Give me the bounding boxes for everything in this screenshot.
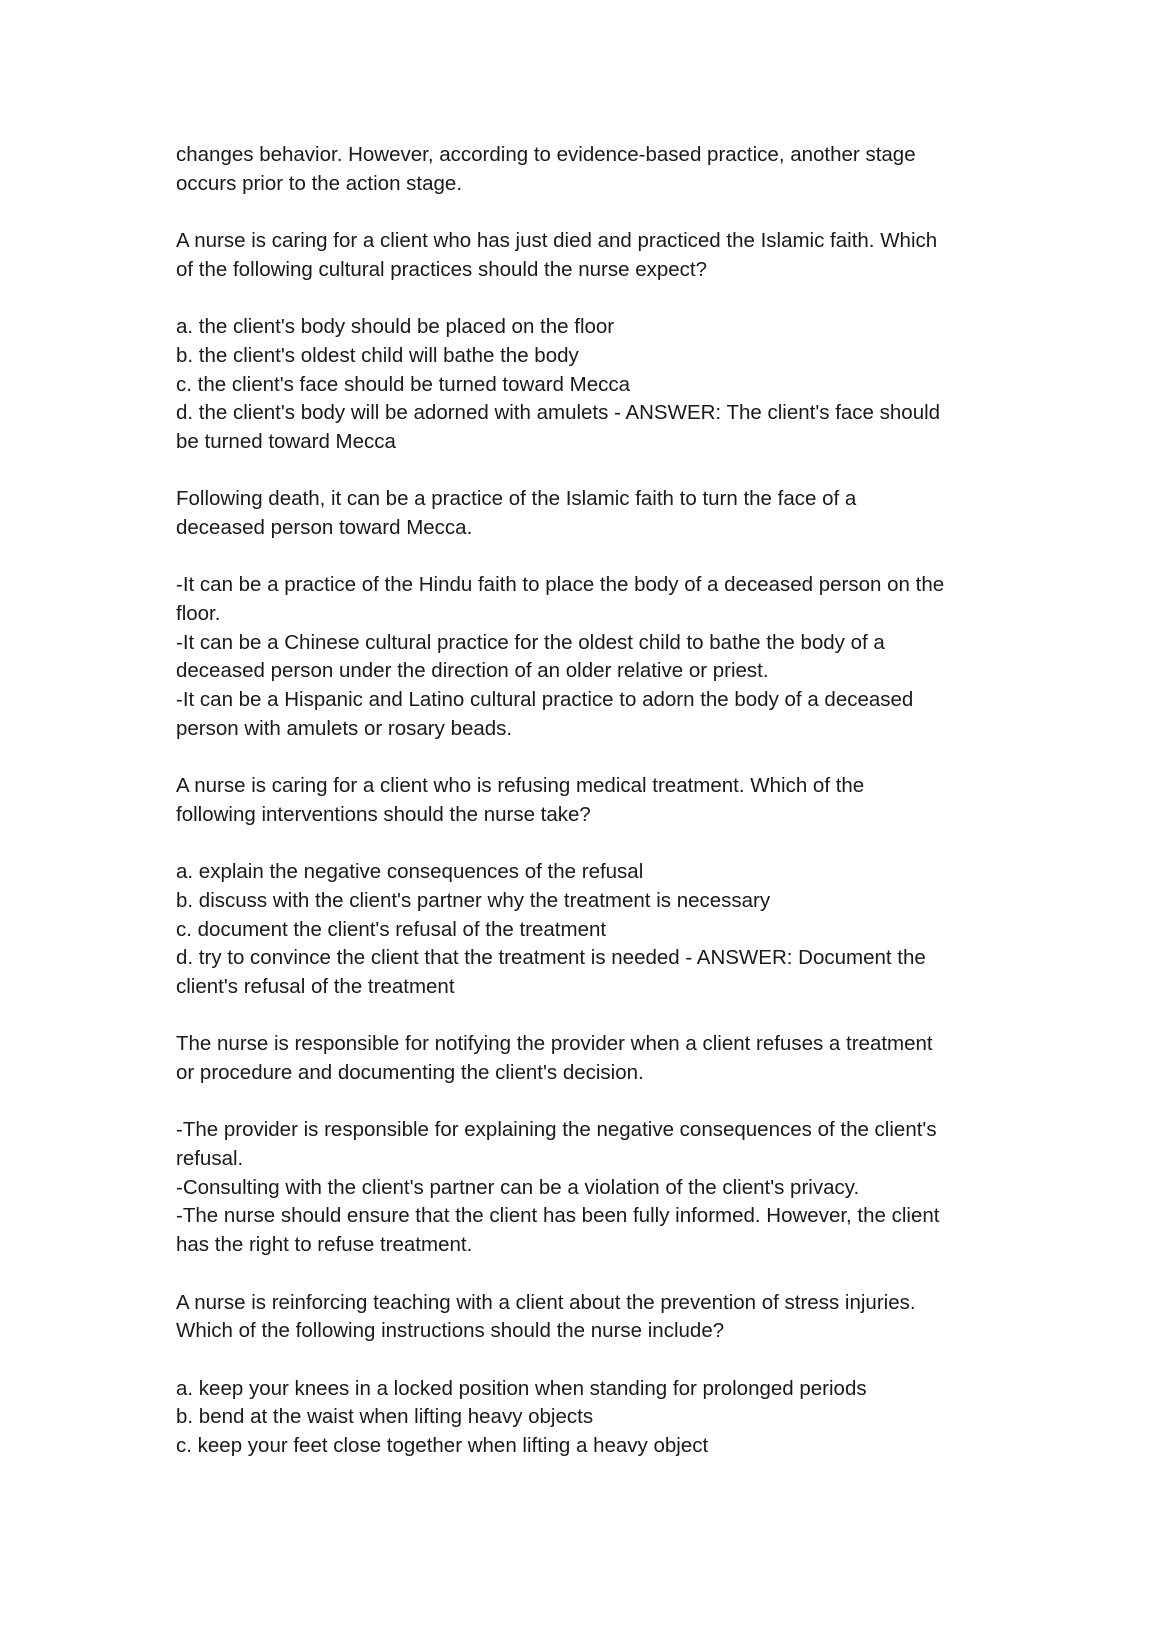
document-body	[176, 141, 996, 1461]
blank-line	[176, 1260, 996, 1289]
blank-line	[176, 457, 996, 486]
answer-option: be turned toward Mecca	[176, 429, 396, 453]
rationale-text: The nurse is responsible for notifying the provider when a client refuses a treatment	[176, 1032, 933, 1056]
answer-option: c. document the client's refusal of the treatment	[176, 917, 607, 941]
answer-option: b. the client's oldest child will bathe the body	[176, 343, 579, 367]
rationale-text: or procedure and documenting the client's decision.	[176, 1061, 644, 1084]
question-text: A nurse is reinforcing teaching with a client about the prevention of stress injuries.	[176, 1290, 916, 1314]
rationale-text: Following death, it can be a practice of the Islamic faith to turn the face of a	[176, 487, 857, 511]
blank-line	[176, 743, 996, 772]
answer-option: a. the client's body should be placed on the floor	[176, 315, 615, 339]
blank-line	[176, 198, 996, 227]
rationale-text: person with amulets or rosary beads.	[176, 716, 513, 740]
answer-option: c. the client's face should be turned toward Mecca	[176, 372, 631, 396]
question-text: following interventions should the nurse take?	[176, 802, 591, 826]
text-line: occurs prior to the action stage.	[176, 171, 463, 195]
blank-line	[176, 1002, 996, 1031]
rationale-text: -The provider is responsible for explaining the negative consequences of the client's	[176, 1118, 937, 1142]
answer-option: a. explain the negative consequences of the refusal	[176, 860, 644, 884]
question-text: A nurse is caring for a client who has just died and practiced the Islamic faith. Which	[176, 229, 938, 253]
rationale-text: deceased person under the direction of an older relative or priest.	[176, 659, 769, 683]
rationale-text: -Consulting with the client's partner can be a violation of the client's privacy.	[176, 1175, 860, 1199]
answer-option: d. try to convince the client that the treatment is needed - ANSWER: Document the	[176, 946, 926, 970]
blank-line	[176, 830, 996, 859]
question-text: of the following cultural practices should the nurse expect?	[176, 257, 708, 281]
rationale-text: -It can be a Chinese cultural practice for the oldest child to bathe the body of a	[176, 630, 885, 654]
rationale-text: -It can be a practice of the Hindu faith to place the body of a deceased person on the	[176, 573, 945, 597]
text-line: changes behavior. However, according to evidence-based practice, another stage	[176, 143, 916, 166]
answer-option: a. keep your knees in a locked position when standing for prolonged periods	[176, 1376, 867, 1400]
answer-option: b. discuss with the client's partner why the treatment is necessary	[176, 888, 771, 912]
rationale-text: -The nurse should ensure that the client has been fully informed. However, the client	[176, 1204, 940, 1228]
rationale-text: has the right to refuse treatment.	[176, 1233, 473, 1257]
rationale-text: refusal.	[176, 1147, 244, 1171]
blank-line	[176, 543, 996, 572]
blank-line	[176, 1088, 996, 1117]
rationale-text: -It can be a Hispanic and Latino cultural practice to adorn the body of a deceased	[176, 688, 914, 712]
question-text: Which of the following instructions should the nurse include?	[176, 1319, 725, 1343]
answer-option: client's refusal of the treatment	[176, 974, 455, 998]
answer-option: d. the client's body will be adorned with amulets - ANSWER: The client's face should	[176, 401, 941, 425]
rationale-text: deceased person toward Mecca.	[176, 515, 473, 539]
question-text: A nurse is caring for a client who is refusing medical treatment. Which of the	[176, 774, 865, 798]
answer-option: b. bend at the waist when lifting heavy objects	[176, 1405, 594, 1429]
rationale-text: floor.	[176, 602, 221, 625]
blank-line	[176, 284, 996, 313]
blank-line	[176, 1346, 996, 1375]
answer-option: c. keep your feet close together when lifting a heavy object	[176, 1433, 709, 1457]
